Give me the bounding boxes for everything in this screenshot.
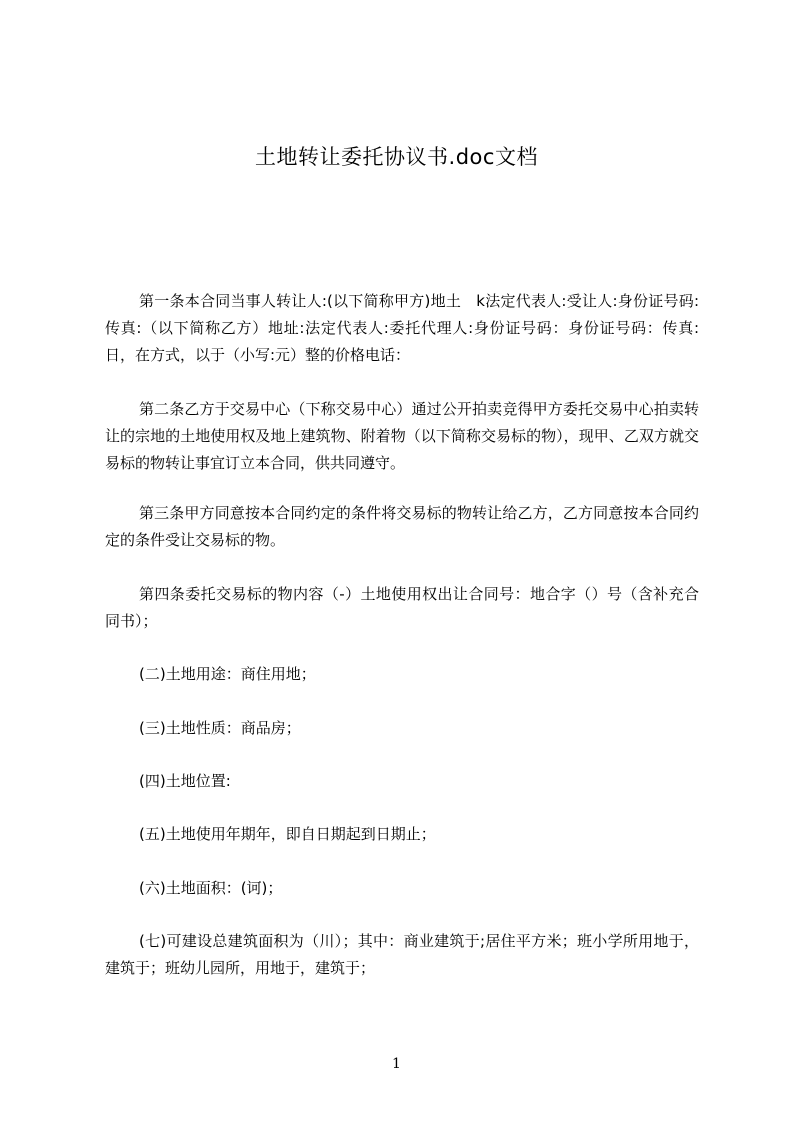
paragraph-article-2: 第二条乙方于交易中心（下称交易中心）通过公开拍卖竞得甲方委托交易中心拍卖转让的宗地的土地使用权及地上建筑物、附着物（以下简称交易标的物），现甲、乙双方就交易标的物转让事宜订立本合同，供共同遵守。 <box>105 400 699 472</box>
paragraph-building-area: (七)可建设总建筑面积为（川）；其中：商业建筑于;居住平方米；班小学所用地于，建筑于；班幼儿园所，用地于，建筑于； <box>105 932 699 977</box>
paragraph-land-area: (六)土地面积：(诃)； <box>139 879 283 897</box>
paragraph-land-term: (五)土地使用年期年，即自日期起到日期止； <box>139 825 436 843</box>
paragraph-article-4: 第四条委托交易标的物内容（-）土地使用权出让合同号：地合字（）号（含补充合同书）； <box>105 585 699 630</box>
paragraph-land-location: (四)土地位置: <box>139 772 231 790</box>
paragraph-article-1: 第一条本合同当事人转让人:(以下简称甲方)地土 k法定代表人:受让人:身份证号码:传真:（以下简称乙方）地址:法定代表人:委托代理人:身份证号码：身份证号码：传真:日，在方式，以于（小写:元）整的价格电话： <box>105 292 699 364</box>
paragraph-land-nature: (三)土地性质：商品房； <box>139 719 301 737</box>
document-title: 土地转让委托协议书.doc文档 <box>255 145 538 169</box>
page-number: 1 <box>392 1056 401 1072</box>
paragraph-land-use: (二)土地用途：商住用地； <box>139 665 316 683</box>
paragraph-article-3: 第三条甲方同意按本合同约定的条件将交易标的物转让给乙方，乙方同意按本合同约定的条件受让交易标的物。 <box>105 504 699 549</box>
